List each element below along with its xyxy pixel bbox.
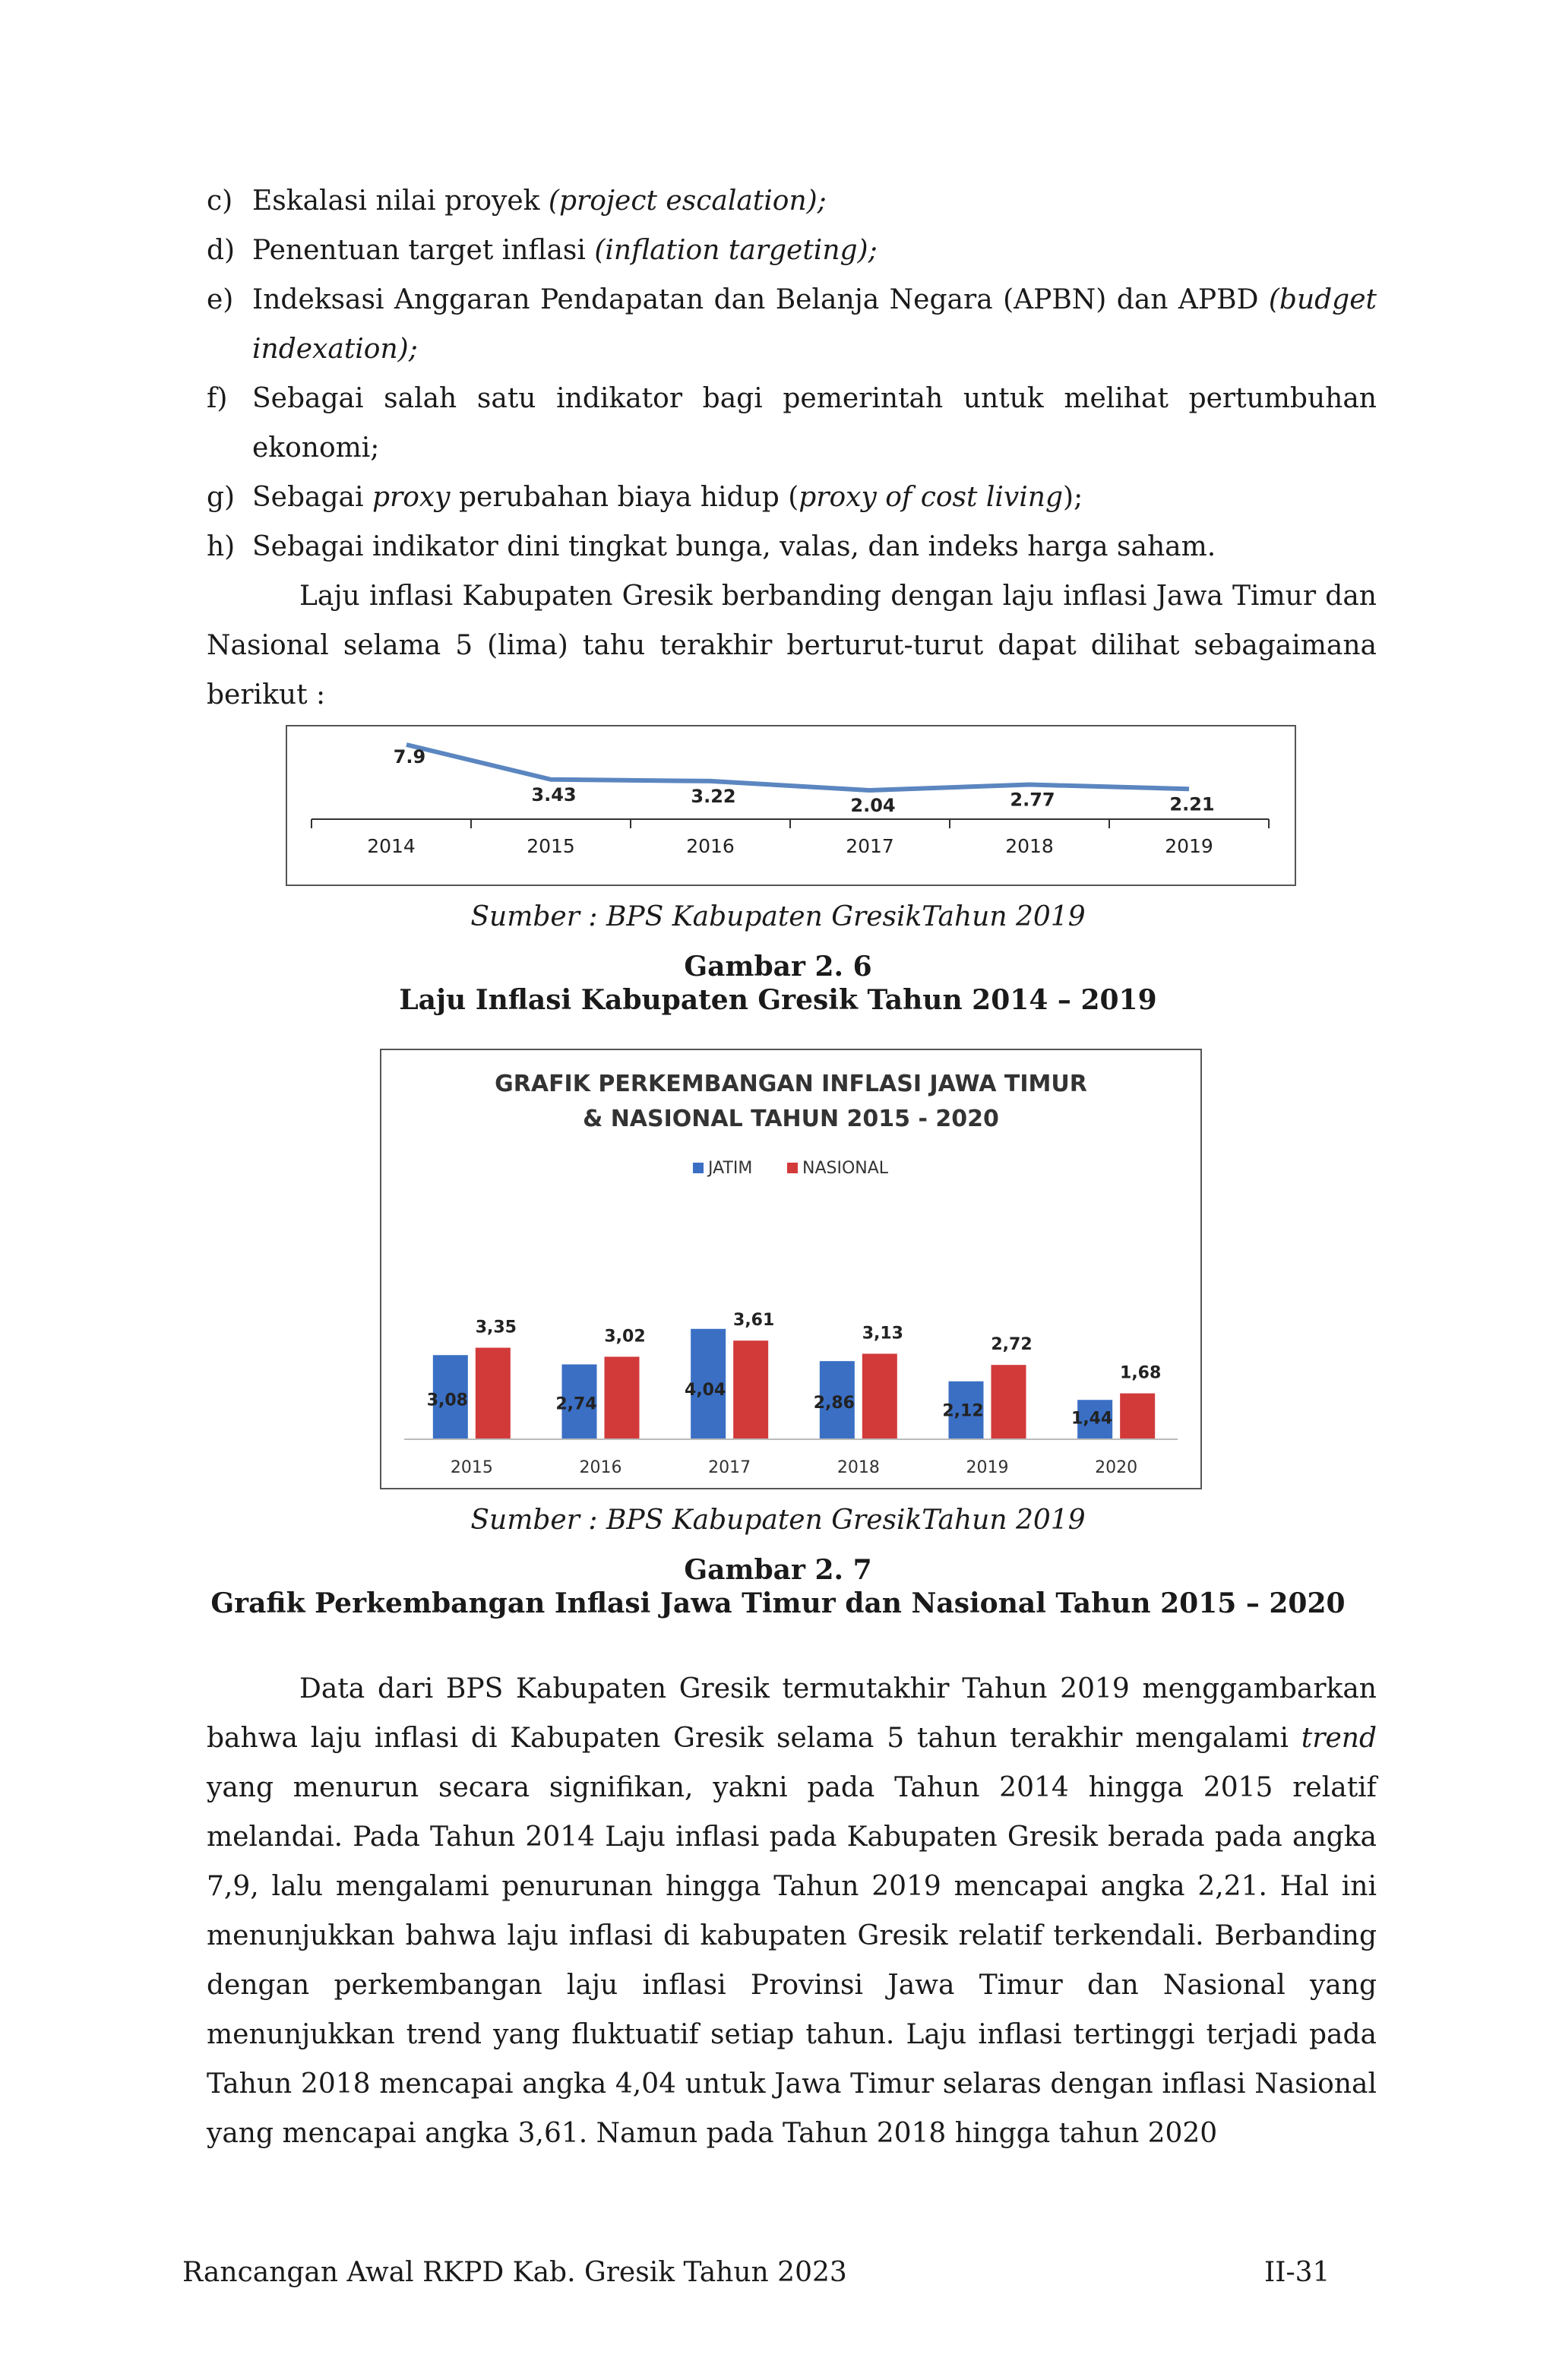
bar-data-label: 3,35 bbox=[475, 1318, 517, 1337]
bar-chart-title-line1: GRAFIK PERKEMBANGAN INFLASI JAWA TIMUR bbox=[495, 1071, 1087, 1097]
list-item bbox=[207, 275, 1377, 374]
bar-chart-svg bbox=[381, 1050, 1200, 1488]
list-text: Eskalasi nilai proyek (project escalation); bbox=[252, 185, 827, 217]
list-item bbox=[207, 176, 1377, 226]
list-item bbox=[207, 473, 1377, 522]
bar-x-tick-label: 2015 bbox=[450, 1458, 493, 1477]
legend-swatch bbox=[787, 1163, 798, 1173]
list-marker: h) bbox=[207, 531, 236, 562]
figure2-number: Gambar 2. 7 bbox=[684, 1554, 872, 1586]
line-x-tick-label: 2016 bbox=[686, 835, 735, 857]
line-data-label: 3.43 bbox=[531, 783, 577, 805]
bar-nasional bbox=[605, 1356, 640, 1439]
bar-data-label: 3,02 bbox=[604, 1327, 646, 1347]
line-x-tick-label: 2018 bbox=[1005, 835, 1054, 857]
bar-x-tick-label: 2019 bbox=[966, 1458, 1009, 1477]
bar-data-label: 1,68 bbox=[1120, 1363, 1162, 1383]
bar-nasional bbox=[862, 1353, 897, 1439]
line-x-tick-label: 2014 bbox=[367, 835, 416, 857]
bar-chart-title-line2: & NASIONAL TAHUN 2015 - 2020 bbox=[583, 1106, 999, 1132]
line-data-label: 2.77 bbox=[1010, 789, 1055, 811]
list-marker: c) bbox=[207, 185, 233, 217]
body-paragraph: Data dari BPS Kabupaten Gresik termutakhir Tahun 2019 menggambarkan bahwa laju inflasi di Kabupaten Gresik selama 5 tahun terakhir mengalami trend yang menurun secara signifikan, yakni pada Tahun 2014 hingga 2015 relatif melandai. Pada Tahun 2014 Laju inflasi pada Kabupaten Gresik berada pada angka 7,9, lalu mengalami penurunan hingga Tahun 2019 mencapai angka 2,21. Hal ini menunjukkan bahwa laju inflasi di kabupaten Gresik relatif terkendali. Berbanding dengan perkembangan laju inflasi Provinsi Jawa Timur dan Nasional yang menunjukkan trend yang fluktuatif setiap tahun. Laju inflasi tertinggi terjadi pada Tahun 2018 mencapai angka 4,04 untuk Jawa Timur selaras dengan inflasi Nasional yang mencapai angka 3,61. Namun pada Tahun 2018 hingga tahun 2020 bbox=[207, 1673, 1377, 2149]
figure2-source: Sumber : BPS Kabupaten GresikTahun 2019 bbox=[470, 1505, 1086, 1536]
legend-label: JATIM bbox=[708, 1159, 753, 1178]
list-text: Penentuan target inflasi (inflation targeting); bbox=[252, 235, 878, 266]
line-data-label: 3.22 bbox=[691, 785, 736, 807]
line-data-label: 7.9 bbox=[393, 746, 426, 767]
line-chart-svg bbox=[287, 726, 1295, 885]
bar-nasional bbox=[991, 1365, 1026, 1439]
line-x-tick-label: 2015 bbox=[527, 835, 575, 857]
line-data-label: 2.04 bbox=[850, 795, 896, 816]
figure1-title: Laju Inflasi Kabupaten Gresik Tahun 2014 – 2019 bbox=[399, 984, 1157, 1016]
bar-data-label: 4,04 bbox=[685, 1380, 726, 1400]
legend-label: NASIONAL bbox=[802, 1159, 889, 1178]
figure1-number: Gambar 2. 6 bbox=[684, 951, 872, 983]
bar-nasional bbox=[1120, 1394, 1155, 1439]
line-x-tick-label: 2017 bbox=[846, 835, 894, 857]
bar-data-label: 3,08 bbox=[426, 1391, 468, 1410]
bar-data-label: 2,72 bbox=[991, 1335, 1033, 1355]
bar-data-label: 2,12 bbox=[942, 1401, 984, 1421]
list-item bbox=[207, 374, 1377, 473]
gresik-inflation-chart bbox=[286, 725, 1296, 886]
list-text: Sebagai proxy perubahan biaya hidup (proxy of cost living); bbox=[252, 482, 1083, 513]
bar-x-tick-label: 2018 bbox=[837, 1458, 880, 1477]
list-marker: f) bbox=[207, 383, 228, 414]
footer-document-title: Rancangan Awal RKPD Kab. Gresik Tahun 2023 bbox=[182, 2257, 847, 2288]
bar-data-label: 1,44 bbox=[1071, 1409, 1113, 1429]
list-text: Indeksasi Anggaran Pendapatan dan Belanja Negara (APBN) dan APBD (budget indexation); bbox=[252, 284, 1377, 365]
list-item bbox=[207, 522, 1377, 571]
list-marker: e) bbox=[207, 284, 234, 315]
list-item bbox=[207, 226, 1377, 275]
bar-x-tick-label: 2020 bbox=[1095, 1458, 1138, 1477]
bar-data-label: 2,86 bbox=[813, 1393, 855, 1413]
line-x-tick-label: 2019 bbox=[1165, 835, 1213, 857]
jatim-nasional-chart bbox=[380, 1049, 1202, 1489]
bar-data-label: 2,74 bbox=[555, 1394, 597, 1414]
bar-nasional bbox=[476, 1348, 511, 1439]
figure1-source: Sumber : BPS Kabupaten GresikTahun 2019 bbox=[470, 901, 1086, 932]
list-marker: g) bbox=[207, 482, 236, 513]
footer-page-number: II-31 bbox=[1264, 2257, 1330, 2288]
intro-paragraph: Laju inflasi Kabupaten Gresik berbanding dengan laju inflasi Jawa Timur dan Nasional selama 5 (lima) tahu terakhir berturut-turut dapat dilihat sebagaimana berikut : bbox=[207, 581, 1377, 711]
bar-x-tick-label: 2017 bbox=[708, 1458, 751, 1477]
list-text: Sebagai indikator dini tingkat bunga, valas, dan indeks harga saham. bbox=[252, 531, 1216, 562]
line-data-label: 2.21 bbox=[1169, 793, 1215, 815]
bar-data-label: 3,13 bbox=[862, 1324, 903, 1343]
bar-data-label: 3,61 bbox=[733, 1311, 775, 1331]
inflation-uses-list bbox=[207, 176, 1377, 571]
line-series bbox=[406, 745, 1189, 790]
bar-nasional bbox=[733, 1340, 768, 1439]
figure2-title: Grafik Perkembangan Inflasi Jawa Timur dan Nasional Tahun 2015 – 2020 bbox=[210, 1587, 1346, 1619]
list-text: Sebagai salah satu indikator bagi pemerintah untuk melihat pertumbuhan ekonomi; bbox=[252, 383, 1377, 464]
list-marker: d) bbox=[207, 235, 236, 266]
legend-swatch bbox=[693, 1163, 704, 1173]
bar-x-tick-label: 2016 bbox=[579, 1458, 622, 1477]
